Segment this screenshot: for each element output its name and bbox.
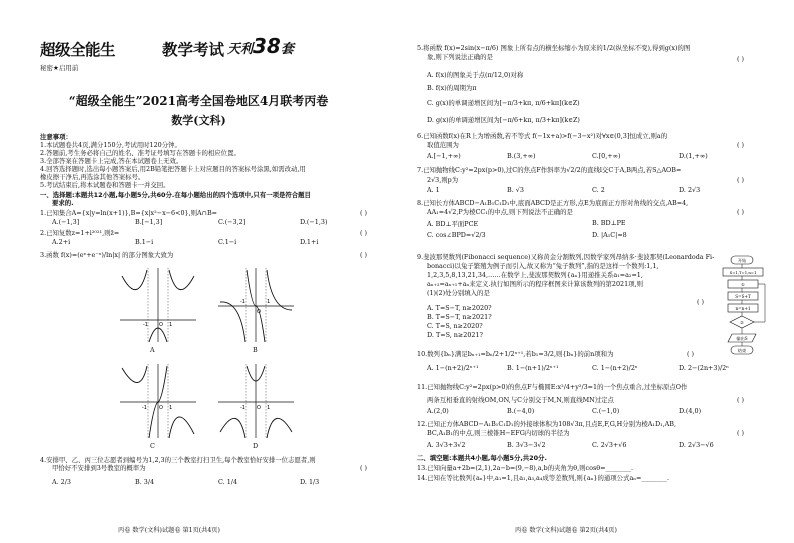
q6-stem-2: 取值范围为	[427, 141, 459, 149]
notes-heading: 注意事项：	[40, 133, 72, 141]
q3-label-b: B	[253, 346, 258, 354]
svg-text:1: 1	[169, 405, 173, 411]
svg-text:1: 1	[267, 299, 271, 305]
q9-flowchart	[719, 255, 769, 357]
q7-option-d: D. 2√3	[679, 186, 701, 194]
q3-label-c: C	[150, 442, 155, 450]
q12-stem-1: 12.已知正方体ABCD−A₁B₁C₁D₁的外接球体积为108√3π,且点E,F,G,H分别为棱A₁D₁,AB,	[417, 420, 677, 428]
q8-option-d: D. |A₁C|=8	[592, 231, 627, 239]
q4-answer-blank: ( )	[360, 464, 368, 472]
q12-answer-blank: ( )	[737, 429, 745, 437]
q5-option-c: C. g(x)的单调递增区间为[−π/3+kπ, π/6+kπ](k∈Z)	[427, 99, 580, 107]
q12-option-a: A. 3√3+3√2	[427, 441, 466, 449]
q3-label-a: A	[150, 346, 155, 354]
q2-stem: 2.已知复数z=1+i²⁰²¹,则z̄=	[40, 229, 120, 237]
q11-option-a: A.(2,0)	[427, 407, 449, 415]
q4-stem-2: 甲恰好不安排到3号教室的概率为	[52, 464, 146, 472]
q6-option-a: A.[−1,+∞)	[427, 152, 461, 160]
svg-text:-1: -1	[143, 322, 148, 328]
q1-stem: 1.已知集合A={x|y=ln(x+1)},B={x|x²−x−6<0},则A∩B=	[40, 209, 218, 217]
note-item: 橡皮擦干净后,再选涂其他答案标号。	[40, 173, 145, 181]
q1-option-d: D.(−1,3)	[300, 218, 328, 226]
svg-text:O: O	[257, 309, 261, 315]
q3-stem: 3.函数 f(x)=(eˣ+e⁻ˣ)/ln|x| 的部分图象大致为	[40, 251, 174, 259]
q8-option-b: B. BD⊥PE	[592, 219, 626, 227]
q10-answer-blank: ( )	[687, 350, 695, 358]
flow-increment: n=n+1	[735, 306, 751, 311]
q9-option-a: A. T=S−T, n≥2020?	[427, 304, 492, 312]
q1-option-c: C.(−3,2]	[218, 218, 246, 226]
q5-answer-blank: ( )	[737, 55, 745, 63]
q7-option-a: A. 1	[427, 186, 440, 194]
q4-stem-1: 4.安排甲、乙、丙三位志愿者到编号为1,2,3的三个教室打扫卫生,每个教室恰好安排一位志愿者,则	[40, 456, 316, 464]
q9-option-d: D. T=S, n≥2021?	[427, 331, 483, 339]
q10-stem: 10.数列{bₙ}满足bₙ₊₁=bₙ/2+1/2ⁿ⁺¹,若b₁=3/2,则{bₙ}的前n项和为	[417, 350, 614, 358]
q9-stem-4: aₙ₊₂=aₙ₊₁+aₙ来定义.执行如图所示的程序框图来计算该数列的第2021项,则	[427, 280, 644, 288]
q4-option-c: C. 1/4	[218, 478, 238, 486]
q2-option-b: B.1−i	[135, 238, 154, 246]
q12-stem-2: BC,A₁B₁的中点,则三棱锥H−EFG内切球的半径为	[427, 429, 570, 437]
q2-option-c: C.1−i	[218, 238, 237, 246]
q9-stem-3: 1,2,3,5,8,13,21,34,……在数学上,斐波那契数列{aₙ}用递推关系a₁=a₂=1,	[427, 271, 643, 279]
note-item: 1.本试题卷共4页,满分150分,考试用时120分钟。	[40, 141, 181, 149]
q9-stem-2: bonacci)以兔子繁殖为例子而引入,故又称为“兔子数列”,指的是这样一个数列:1,1,	[427, 262, 659, 270]
q6-answer-blank: ( )	[737, 141, 745, 149]
q12-option-b: B. 3√3−3√2	[507, 441, 546, 449]
q6-option-b: B.(3,+∞)	[507, 152, 536, 160]
q11-stem-1: 11.已知抛物线C:y²=2px(p>0)的焦点F与椭圆E:x²/4+y²/3=1的一个焦点重合,过坐标原点O作	[417, 383, 688, 391]
svg-text:-1: -1	[240, 405, 245, 411]
q11-answer-blank: ( )	[737, 396, 745, 404]
q1-option-b: B.[−1,3]	[135, 218, 163, 226]
q11-option-d: D.(4,0)	[679, 407, 702, 415]
series-logo-c: 套	[280, 42, 294, 57]
flow-condition: ②	[740, 320, 744, 325]
q5-option-a: A. f(x)的图象关于点(π/12,0)对称	[427, 71, 524, 79]
q10-option-d: D. 2−(2n+3)/2ⁿ	[679, 364, 729, 372]
svg-text:1: 1	[267, 405, 271, 411]
brand-logo: 超级全能生	[40, 41, 116, 59]
page-right	[397, 0, 794, 543]
svg-text:O: O	[159, 322, 163, 328]
svg-text:-1: -1	[142, 405, 147, 411]
q8-option-c: C. cos∠BPD=√2/3	[427, 231, 486, 239]
flow-sum: S=S+T	[735, 294, 751, 299]
q3-answer-blank: ( )	[360, 251, 368, 259]
q8-option-a: A. BD⊥平面PCE	[427, 220, 479, 228]
q2-answer-blank: ( )	[360, 229, 368, 237]
q3-graph-a	[118, 266, 198, 344]
q6-option-c: C.[0,+∞)	[592, 152, 621, 160]
q4-option-d: D. 1/3	[300, 478, 320, 486]
q7-stem-2: 2√3,则p为	[427, 176, 459, 184]
exam-title: “超级全能生”2021高考全国卷地区4月联考丙卷	[68, 94, 329, 108]
q6-option-d: D.(1,+∞)	[679, 152, 708, 160]
note-item: 4.回答选择题时,选出每小题答案后,用2B铅笔把答题卡上对应题目的答案标号涂黑,如需改动,用	[40, 165, 306, 173]
q8-answer-blank: ( )	[737, 208, 745, 216]
series-logo	[227, 34, 294, 58]
q3-graph-c	[118, 362, 198, 440]
flow-end: 结束	[737, 348, 747, 353]
svg-text:-1: -1	[240, 299, 245, 305]
footer-left: 丙卷 数学(文科)试题卷 第1页(共4页)	[118, 527, 220, 534]
q8-stem-1: 8.已知长方体ABCD−A₁B₁C₁D₁中,底面ABCD是正方形,点E为底面正方形对角线的交点,AB=4,	[417, 199, 689, 207]
q9-option-b: B. T=S−T, n≥2021?	[427, 313, 492, 321]
q4-option-a: A. 2/3	[52, 478, 71, 486]
section-2-heading: 二、填空题:本题共4小题,每小题5分,共20分.	[417, 454, 547, 462]
q3-label-d: D	[253, 442, 259, 450]
secret-label: 秘密★启用前	[40, 64, 79, 72]
q10-option-c: C. 1−(n+2)/2ⁿ	[592, 364, 638, 372]
q8-stem-2: AA₁=4√2,P为棱CC₁的中点,则下列说法不正确的是	[427, 208, 573, 216]
q11-option-c: C.(−1,0)	[592, 407, 620, 415]
q9-stem-1: 9.斐波那契数列(Fibonacci sequence)又称黄金分割数列,因数学家列昂纳多·斐波那契(Leonardoda Fi-	[417, 253, 715, 261]
q9-answer-blank: ( )	[697, 298, 705, 306]
q6-stem-1: 6.已知函数f(x)在R上为增函数,若不等式 f(−1x+a)>f(−3−x²)对∀x∈(0,3]恒成立,则a的	[417, 132, 668, 140]
flow-step-1: ①	[741, 282, 745, 287]
q7-option-b: B. √3	[507, 186, 524, 194]
q2-option-a: A.2+i	[52, 238, 71, 246]
q5-option-b: B. f(x)的周期为π	[427, 84, 477, 92]
q7-answer-blank: ( )	[737, 176, 745, 184]
q5-stem-2: 象,则下列说法正确的是	[427, 53, 493, 61]
q4-option-b: B. 3/4	[135, 478, 155, 486]
q5-option-d: D. g(x)的单调递增区间为[−π/6+kπ, π/3+kπ](k∈Z)	[427, 116, 580, 124]
q7-option-c: C. 2	[592, 186, 605, 194]
footer-right: 丙卷 数学(文科)试题卷 第2页(共4页)	[515, 527, 617, 534]
svg-text:O: O	[159, 405, 163, 411]
q14-stem: 14.已知在等比数列{aₙ}中,a₁=1,且a₁,a₃,a₄成等差数列,则{aₙ}的通项公式aₙ=________.	[417, 474, 669, 482]
q13-stem: 13.已知向量a+2b=(2,1),2a−b=(9,−8),a,b的夹角为θ,则cosθ=________.	[417, 464, 634, 472]
q1-answer-blank: ( )	[360, 209, 368, 217]
svg-text:O: O	[257, 405, 261, 411]
flow-init: S=1,T=1,n=1	[729, 270, 757, 275]
q11-stem-2: 两条互相垂直的射线OM,ON,与C分别交于M,N,则直线MN过定点	[427, 396, 614, 404]
q10-option-a: A. 1−(n+2)/2ⁿ⁺¹	[427, 364, 479, 372]
note-item: 3.全部答案在答题卡上完成,答在本试题卷上无效。	[40, 157, 183, 165]
q1-option-a: A.(−1,3]	[52, 218, 80, 226]
svg-text:1: 1	[169, 322, 173, 328]
flow-start: 开始	[737, 258, 747, 263]
q2-option-d: D.1+i	[300, 238, 319, 246]
note-item: 5.考试结束后,将本试题卷和答题卡一并交回。	[40, 181, 170, 189]
q11-option-b: B.(−4,0)	[507, 407, 535, 415]
note-item: 2.答题前,考生务必将自己的姓名、准考证号填写在答题卡的相应位置。	[40, 149, 240, 157]
q3-graph-b	[216, 266, 296, 344]
flow-output: 输出S	[736, 336, 748, 341]
q12-option-d: D. 2√3−√6	[679, 441, 714, 449]
series-logo-a: 天利	[227, 42, 254, 57]
section-1-heading-2: 要求的.	[52, 199, 74, 207]
series-logo-b: 38	[253, 34, 281, 58]
section-1-heading: 一、选择题:本题共12小题,每小题5分,共60分.在每小题给出的四个选项中,只有一项是符合题目	[40, 191, 311, 199]
q9-stem-5: (1)(2)处分别填入的是	[427, 289, 490, 297]
q10-option-b: B. 1−(n+1)/2ⁿ⁺¹	[507, 364, 559, 372]
q5-stem-1: 5.将函数 f(x)=2sin(x−π/6) 图象上所有点的横坐标缩小为原来的1/2(纵坐标不变),得到g(x)的图	[417, 44, 691, 52]
q9-option-c: C. T=S, n≥2020?	[427, 322, 483, 330]
q3-graph-d	[216, 362, 296, 440]
q12-option-c: C. 2√3+√6	[592, 441, 627, 449]
exam-subject: 数学(文科)	[171, 114, 226, 127]
brand-subtitle: 教学考试	[162, 41, 225, 59]
q7-stem-1: 7.已知抛物线C:y²=2px(p>0),过C的焦点F作斜率为√2/2的直线l交C于A,B两点,若S△AOB=	[417, 166, 682, 174]
